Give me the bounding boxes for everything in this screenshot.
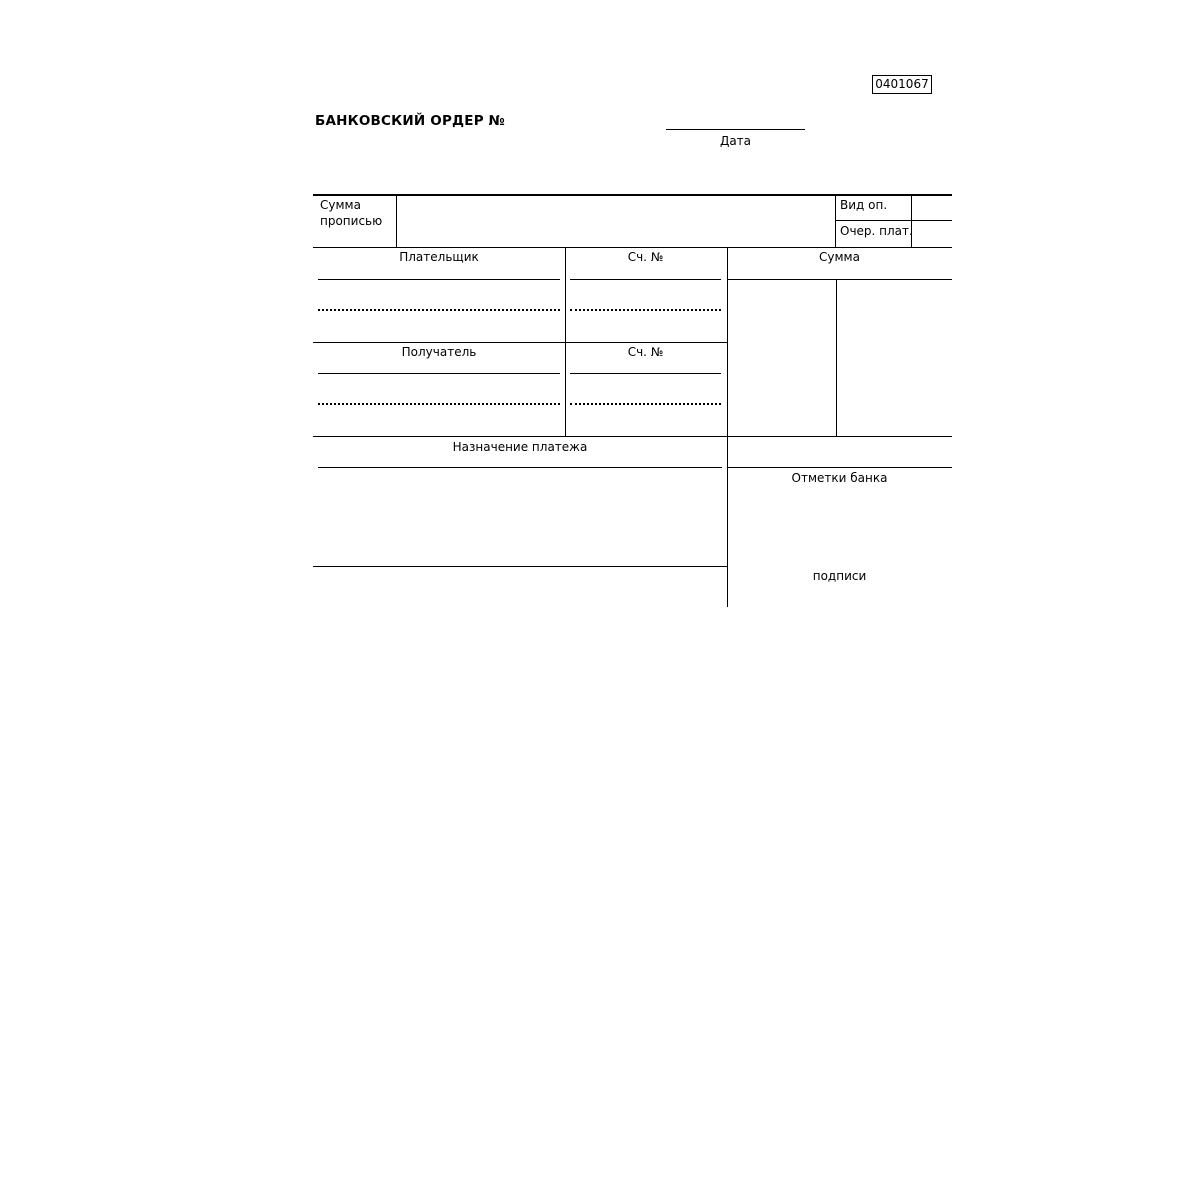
amount-words-label-line1: Сумма	[320, 198, 361, 212]
bank-marks-top-border	[727, 467, 952, 468]
recipient-account-label: Сч. №	[627, 345, 664, 359]
payer-account-underline	[570, 279, 721, 280]
purpose-label: Назначение платежа	[452, 440, 588, 454]
op-type-label: Вид оп.	[840, 198, 888, 212]
recipient-dotted-line	[318, 403, 560, 405]
payer-account-label: Сч. №	[627, 250, 664, 264]
payer-label-underline	[318, 279, 560, 280]
payer-account-dotted-line	[570, 309, 721, 311]
priority-label: Очер. плат.	[840, 224, 913, 238]
recipient-row-top-border	[313, 342, 727, 343]
purpose-label-underline	[318, 467, 722, 468]
date-line	[666, 129, 805, 130]
amount-label-underline	[727, 279, 952, 280]
amount-label: Сумма	[819, 250, 860, 264]
form-title: БАНКОВСКИЙ ОРДЕР №	[315, 113, 506, 129]
amount-inner-divider	[836, 280, 837, 436]
op-value-divider	[911, 195, 912, 247]
date-label: Дата	[719, 134, 752, 148]
purpose-bottom-border	[313, 566, 727, 567]
recipient-label-underline	[318, 373, 560, 374]
payer-row-top-border	[313, 247, 952, 248]
bank-marks-label: Отметки банка	[791, 471, 888, 485]
form-code: 0401067	[872, 75, 932, 94]
op-row-divider	[835, 220, 952, 221]
purpose-row-top-border	[313, 436, 952, 437]
recipient-account-underline	[570, 373, 721, 374]
recipient-account-dotted-line	[570, 403, 721, 405]
payer-dotted-line	[318, 309, 560, 311]
signatures-label: подписи	[812, 569, 867, 583]
table-top-border	[313, 194, 952, 196]
amount-words-label-line2: прописью	[320, 214, 383, 228]
amount-words-divider	[396, 195, 397, 247]
amount-column-left-border	[727, 247, 728, 607]
op-section-left-border	[835, 195, 836, 247]
recipient-label: Получатель	[401, 345, 477, 359]
payer-label: Плательщик	[399, 250, 479, 264]
